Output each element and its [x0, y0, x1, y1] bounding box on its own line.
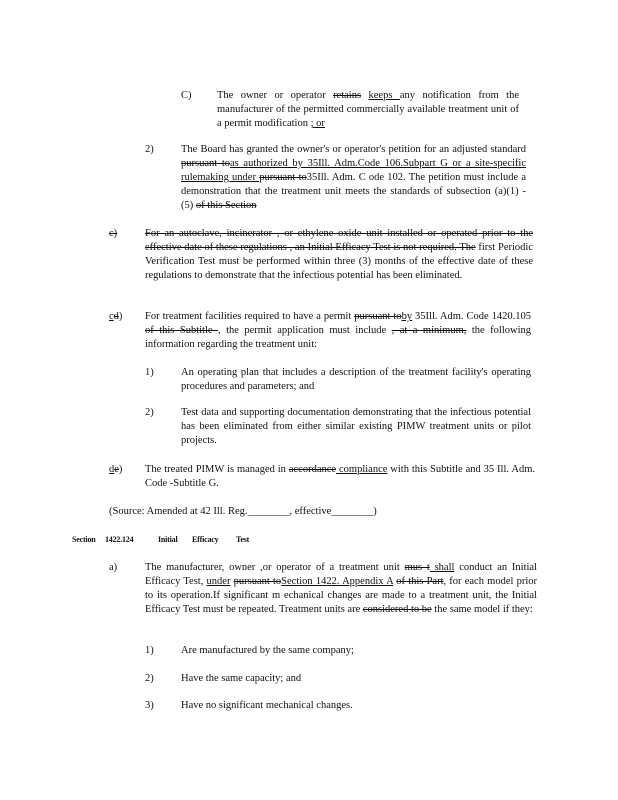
paragraph-de: The treated PIMW is managed in accordance compliance with this Subtitle and 35 Ill. Adm. Code -Subtitle G.	[145, 464, 535, 489]
paragraph-c: For an autoclave, incinerator , or ethylene oxide unit installed or operated prior to the effective date of these regulations , an Initial Efficacy Test is not required. The first Periodic Verification Test must be performed within three (3) months of the effective date of these regulations to demonstrate that the infectious potential has been eliminated.	[145, 228, 534, 281]
section-title-word: Test	[236, 535, 250, 544]
item-label: 3)	[145, 700, 154, 711]
item-label: de)	[109, 464, 123, 475]
section-number: 1422.124	[105, 535, 134, 544]
section-title-word: Initial	[158, 535, 178, 544]
paragraph-cd: For treatment facilities required to have a permit pursuant toby 35Ill. Adm. Code 1420.105 of this Subtitle , the permit application must include , at a minimum, the following information regarding the treatment unit:	[145, 311, 532, 350]
source-note: (Source: Amended at 42 Ill. Reg.________, effective________)	[109, 506, 377, 517]
paragraph-a: The manufacturer, owner ,or operator of a treatment unit mus t shall conduct an Initial Efficacy Test, under pursuant toSection 1422. Appendix A of this Part, for each model prior to its operation.If significant m echanical changes are made to a treatment unit, the Initial Efficacy Test must be repeated. Treatment units are considered to be the same model if they:	[145, 562, 538, 615]
paragraph-2: The Board has granted the owner's or operator's petition for an adjusted standard pursuant toas authorized by 35Ill. Adm.Code 106.Subpart G or a site-specific rulemaking under pursuant to35Ill. Adm. C ode 102. The petition must include a demonstration that the treatment unit meets the standards of subsection (a)(1) - (5) of this Section	[181, 144, 527, 211]
item-label: 2)	[145, 144, 154, 155]
paragraph-C: The owner or operator retains keeps any notification from the manufacturer of the permitted commercially available treatment unit of a permit modification ; or	[217, 90, 519, 129]
paragraph-a-1: Are manufactured by the same company;	[181, 645, 354, 656]
paragraph-cd-2: Test data and supporting documentation demonstrating that the infectious potential has been eliminated from either similar existing PIMW treatment units or pilot projects.	[181, 407, 531, 446]
item-label: 2)	[145, 407, 154, 418]
paragraph-a-3: Have no significant mechanical changes.	[181, 700, 353, 711]
item-label: c)	[109, 228, 118, 239]
item-label: 1)	[145, 367, 154, 378]
item-label: C)	[181, 90, 192, 101]
item-label: a)	[109, 562, 118, 573]
item-label: 1)	[145, 645, 154, 656]
item-label: 2)	[145, 673, 154, 684]
section-word: Section	[72, 535, 96, 544]
paragraph-cd-1: An operating plan that includes a description of the treatment facility's operating procedures and parameters; and	[181, 367, 531, 392]
paragraph-a-2: Have the same capacity; and	[181, 673, 302, 684]
section-title-word: Efficacy	[192, 535, 219, 544]
item-label: cd)	[109, 311, 123, 322]
